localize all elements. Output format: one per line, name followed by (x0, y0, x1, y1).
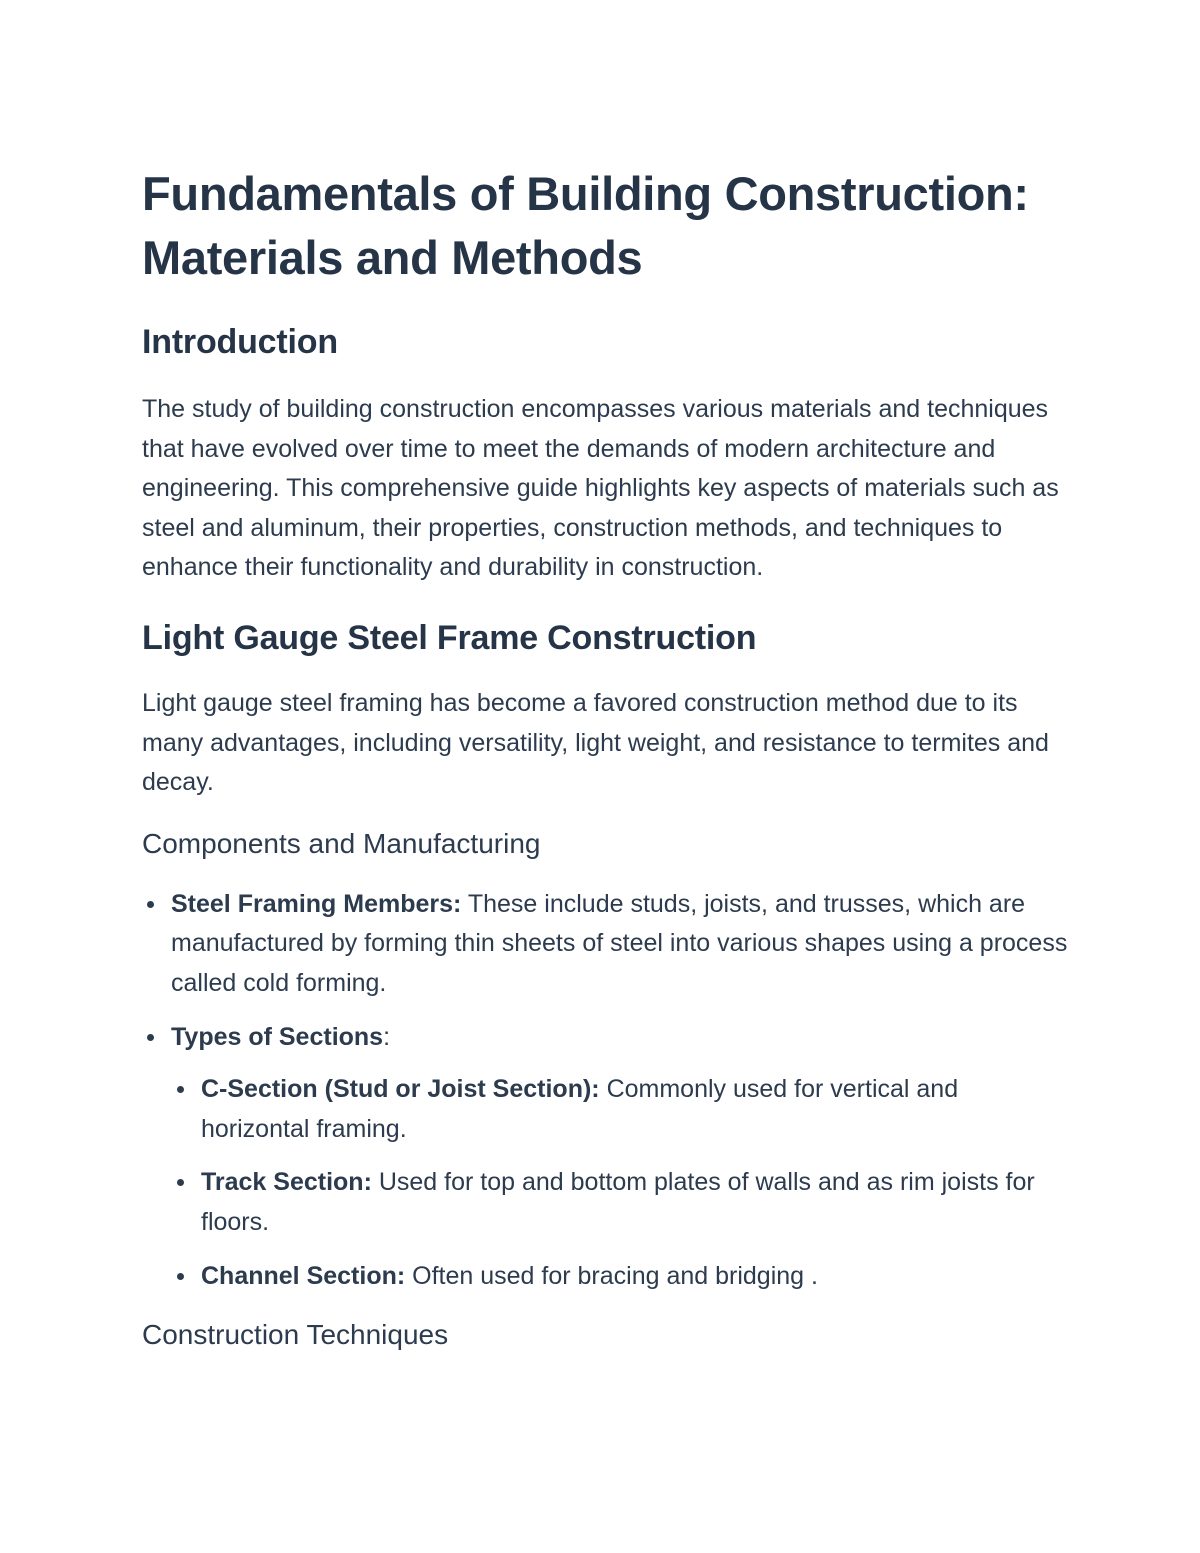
section-heading-introduction: Introduction (142, 323, 338, 361)
list-item-text: These include studs, joists, and trusses, which are manufactured by forming thin sheets of steel into various shapes using a process called cold forming. (171, 889, 1068, 997)
list-item-text: Used for top and bottom plates of walls and as rim joists for floors. (201, 1168, 1035, 1236)
bullet-icon (177, 1086, 184, 1093)
list-item (171, 1018, 1072, 1297)
list-item-text: Commonly used for vertical and horizontal framing. (201, 1075, 959, 1143)
list-item (201, 1257, 1072, 1297)
bullet-icon (147, 901, 154, 908)
document-page (142, 160, 1072, 1354)
bullet-icon (147, 1034, 154, 1041)
light-gauge-steel-paragraph: Light gauge steel framing has become a favored construction method due to its many advantages, including versatility, light weight, and resistance to termites and decay. (142, 688, 1049, 797)
list-item-term: Steel Framing Members: (171, 889, 462, 918)
list-item-text: : (383, 1022, 391, 1051)
bullet-icon (177, 1273, 184, 1280)
list-item-term: Track Section: (201, 1168, 372, 1197)
list-item (171, 885, 1072, 1004)
page-title: Fundamentals of Building Construction: Materials and Methods (142, 167, 1029, 284)
list-item-term: Types of Sections (171, 1022, 384, 1051)
introduction-paragraph: The study of building construction encompasses various materials and techniques that have evolved over time to meet the demands of modern architecture and engineering. This comprehensive guide highlights key aspects of materials such as steel and aluminum, their properties, construction methods, and techniques to enhance their functionality and durability in construction. (142, 395, 1059, 582)
list-item-term: C-Section (Stud or Joist Section): (201, 1075, 600, 1104)
components-list (142, 885, 1072, 1296)
list-item-text: Often used for bracing and bridging . (405, 1261, 818, 1290)
bullet-icon (177, 1179, 184, 1186)
list-item (201, 1070, 1072, 1149)
list-item (201, 1163, 1072, 1242)
list-item-term: Channel Section: (201, 1261, 406, 1290)
section-types-list (171, 1070, 1072, 1296)
section-heading-light-gauge-steel: Light Gauge Steel Frame Construction (142, 618, 757, 657)
subsection-heading-components: Components and Manufacturing (142, 827, 541, 859)
subsection-heading-construction-techniques: Construction Techniques (142, 1319, 449, 1351)
